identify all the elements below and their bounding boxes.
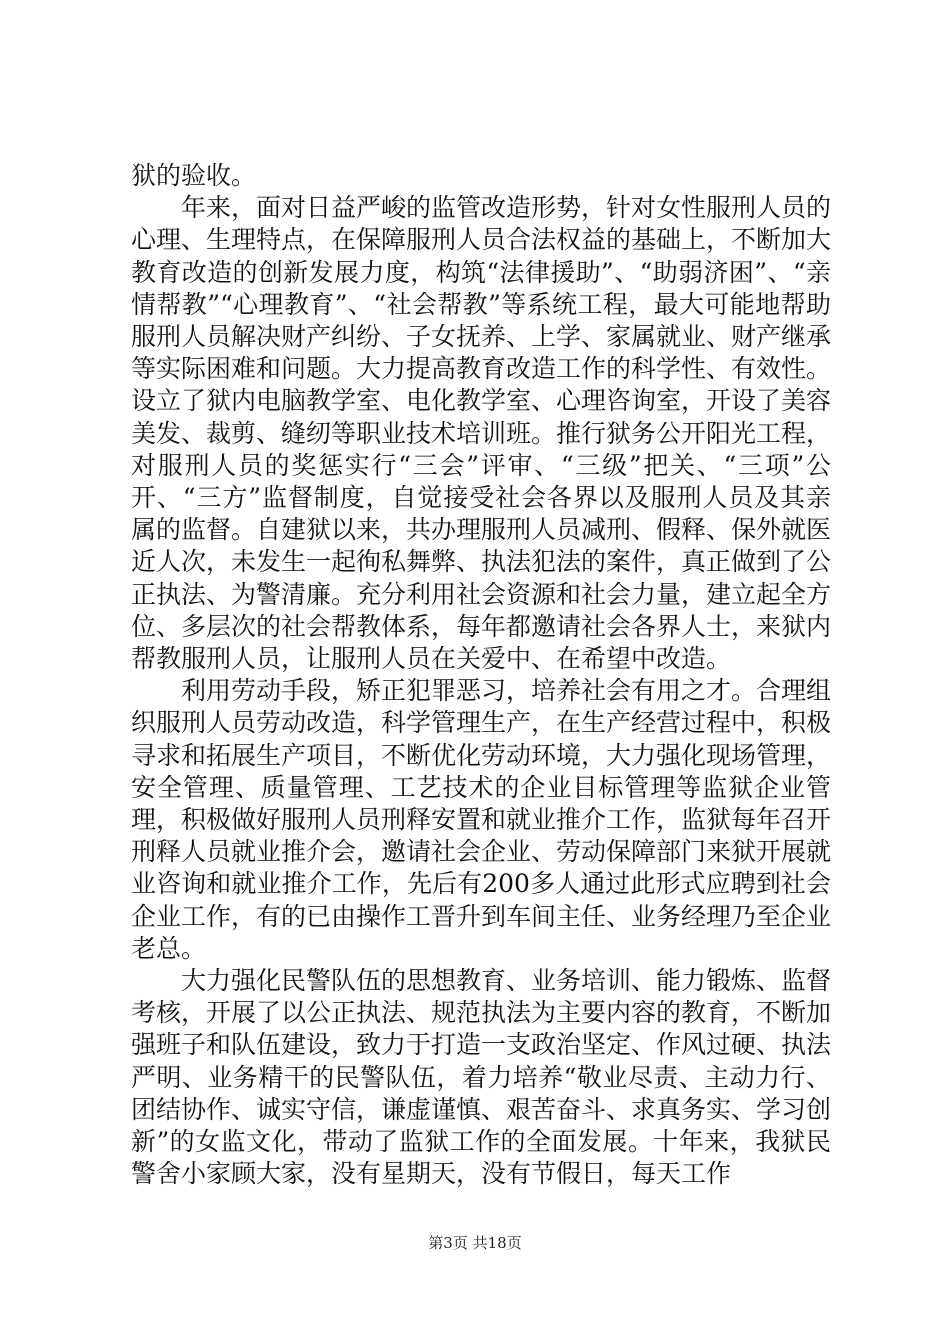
paragraph-3: 利用劳动手段，矫正犯罪恶习，培养社会有用之才。合理组织服刑人员劳动改造，科学管理生产，在生产经营过程中，积极寻求和拓展生产项目，不断优化劳动环境，大力强化现场管理，安全管理、质量管理、工艺技术的企业目标管理等监狱企业管理，积极做好服刑人员刑释安置和就业推介工作，监狱每年召开刑释人员就业推介会，邀请社会企业、劳动保障部门来狱开展就业咨询和就业推介工作，先后有200多人通过此形式应聘到社会企业工作，有的已由操作工晋升到车间主任、业务经理乃至企业老总。 — [131, 676, 832, 963]
paragraph-1: 狱的验收。 — [131, 161, 257, 190]
paragraph-2: 年来，面对日益严峻的监管改造形势，针对女性服刑人员的心理、生理特点，在保障服刑人员合法权益的基础上，不断加大教育改造的创新发展力度，构筑“法律援助”、“助弱济困”、“亲情帮教”“心理教育”、“社会帮教”等系统工程，最大可能地帮助服刑人员解决财产纠纷、子女抚养、上学、家属就业、财产继承等实际困难和问题。大力提高教育改造工作的科学性、有效性。设立了狱内电脑教学室、电化教学室、心理咨询室，开设了美容美发、裁剪、缝纫等职业技术培训班。推行狱务公开阳光工程，对服刑人员的奖惩实行“三会”评审、“三级”把关、“三项”公开、“三方”监督制度，自觉接受社会各界以及服刑人员及其亲属的监督。自建狱以来，共办理服刑人员减刑、假释、保外就医近人次，未发生一起徇私舞弊、执法犯法的案件，真正做到了公正执法、为警清廉。充分利用社会资源和社会力量，建立起全方位、多层次的社会帮教体系，每年都邀请社会各界人士，来狱内帮教服刑人员，让服刑人员在关爱中、在希望中改造。 — [131, 193, 832, 674]
page-number-footer: 第3页 共18页 — [428, 1234, 522, 1252]
document-body — [131, 160, 831, 1191]
paragraph-4: 大力强化民警队伍的思想教育、业务培训、能力锻炼、监督考核，开展了以公正执法、规范执法为主要内容的教育，不断加强班子和队伍建设，致力于打造一支政治坚定、作风过硬、执法严明、业务精干的民警队伍，着力培养“敬业尽责、主动力行、团结协作、诚实守信，谦虚谨慎、艰苦奋斗、求真务实、学习创新”的女监文化，带动了监狱工作的全面发展。十年来，我狱民警舍小家顾大家，没有星期天，没有节假日，每天工作 — [131, 966, 832, 1189]
